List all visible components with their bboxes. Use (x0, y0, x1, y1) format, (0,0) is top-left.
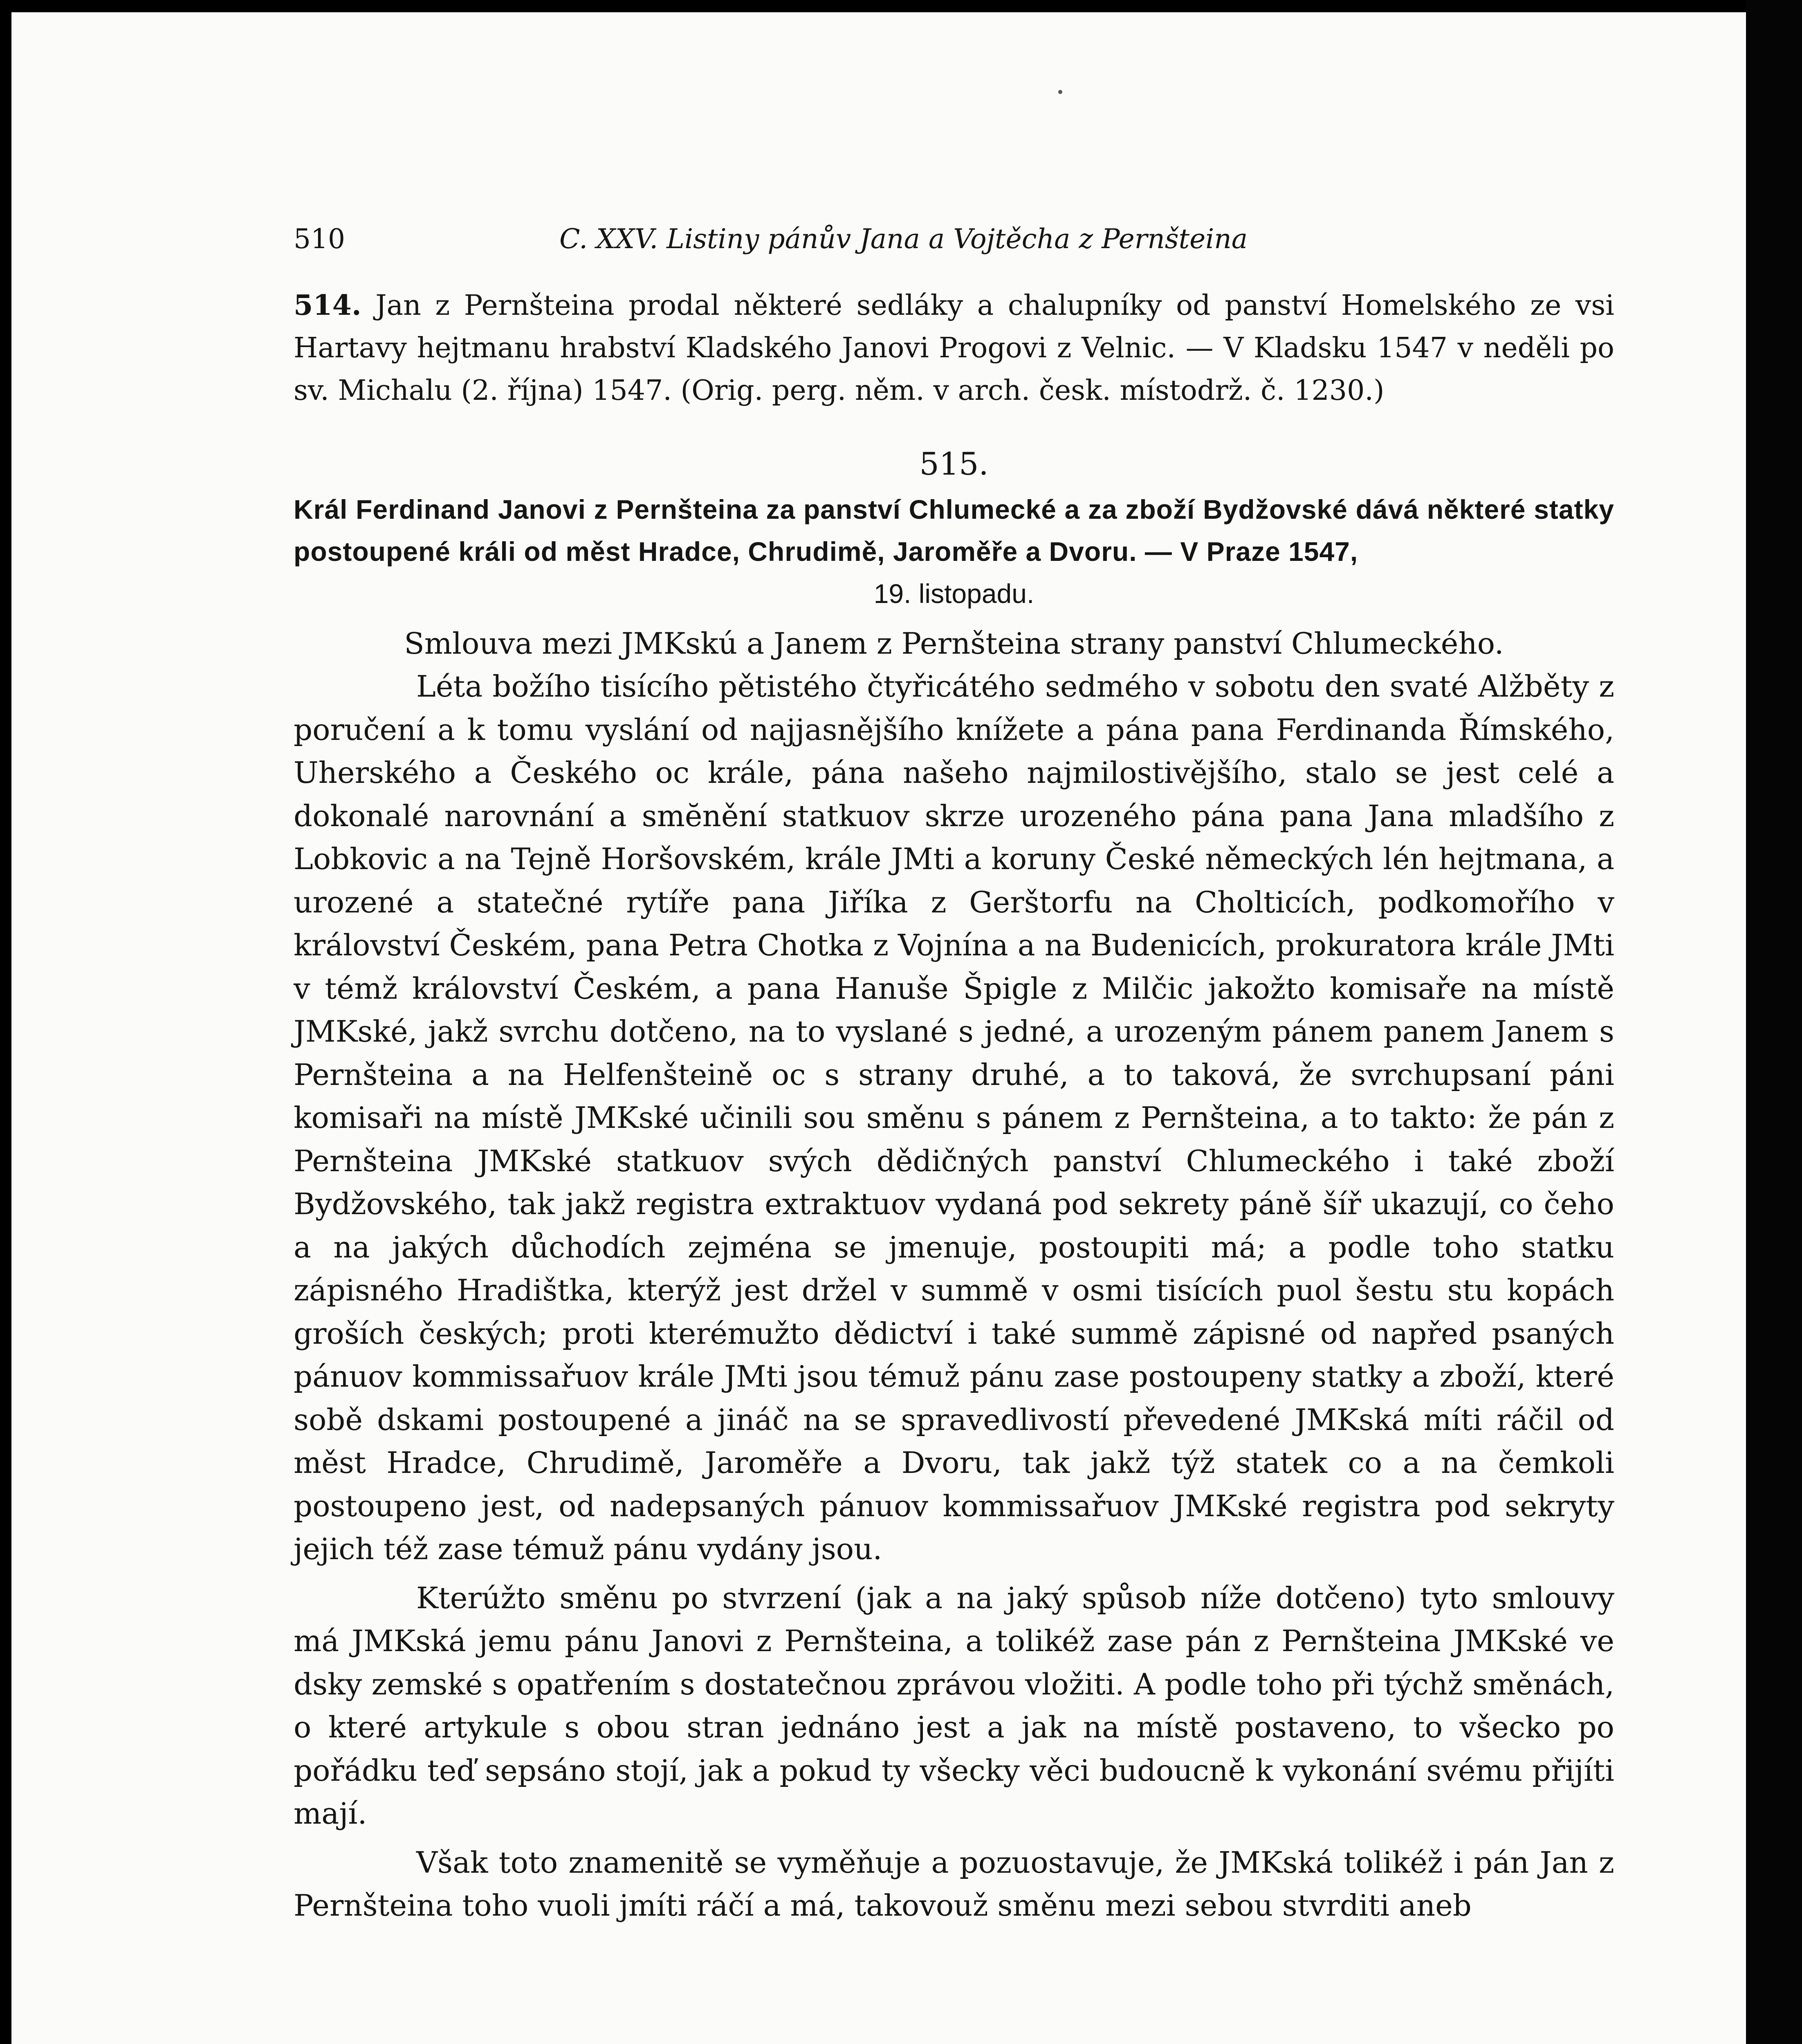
doc-515-number: 515. (919, 446, 989, 482)
page-header (294, 221, 1614, 258)
doc-514-text: Jan z Pernšteina prodal některé sedláky a chalupníky od panství Homelského ze vsi Hartavy hejtmanu hrabství Kladského Janovi Progovi z Velnic. — V Kladsku 1547 v neděli po sv. Michalu (2. října) 1547. (Orig. perg. něm. v arch. česk. místodrž. č. 1230.) (294, 289, 1614, 407)
doc-515-summary-end: 19. listopadu. (873, 578, 1035, 609)
doc-514-paragraph (294, 284, 1614, 412)
doc-515-paragraph-1: Léta božího tisícího pětistého čtyřicátého sedmého v sobotu den svaté Alžběty z poručení a k tomu vyslání od najjasnějšího knížete a pána pana Ferdinanda Římského, Uherského a Českého oc krále, pána našeho najmilostivějšího, stalo se jest celé a dokonalé narovnání a smĕnění statkuov skrze urozeného pána pana Jana mladšího z Lobkovic a na Tejně Horšovském, krále JMti a koruny České německých lén hejtmana, a urozené a statečné rytíře pana Jiříka z Gerštorfu na Cholticích, podkomořího v království Českém, pana Petra Chotka z Vojnína a na Budenicích, prokuratora krále JMti v témž království Českém, a pana Hanuše Špigle z Milčic jakožto komisaře na místě JMKské, jakž svrchu dotčeno, na to vyslané s jedné, a urozeným pánem panem Janem s Pernšteina a na Helfenšteině oc s strany druhé, a to taková, že svrchupsaní páni komisaři na místě JMKské učinili sou směnu s pánem z Pernšteina, a to takto: že pán z Pernšteina JMKské statkuov svých dědičných panství Chlumeckého i také zboží Bydžovského, tak jakž registra extraktuov vydaná pod sekrety páně šíř ukazují, co čeho a na jakých důchodích zejména se jmenuje, postoupiti má; a podle toho statku zápisného Hradištka, kterýž jest držel v summě v osmi tisících puol šestu stu kopách groších českých; proti kterémužto dědictví i také summě zápisné od napřed psaných pánuov kommissařuov krále JMti jsou témuž pánu zase postoupeny statky a zboží, které sobě dskami postoupené a jináč na se spravedlivostí převedené JMKská míti ráčil od měst Hradce, Chrudimě, Jaroměře a Dvoru, tak jakž týž statek co a na čemkoli postoupeno jest, od nadepsaných pánuov kommissařuov JMKské registra pod sekryty jejich též zase témuž pánu vydány jsou. (294, 669, 1614, 1566)
document-515 (294, 442, 1614, 1927)
doc-515-summary: Král Ferdinand Janovi z Pernšteina za panství Chlumecké a za zboží Bydžovské dává některé statky postoupené králi od měst Hradce, Chrudimě, Jaroměře a Dvoru. — V Praze 1547, (294, 494, 1614, 567)
doc-514-number: 514. (294, 289, 361, 322)
doc-515-paragraph-3: Však toto znamenitě se vyměňuje a pozuostavuje, že JMKská tolikéž i pán Jan z Pernšteina toho vuoli jmíti ráčí a má, takovouž směnu mezi sebou stvrditi aneb (294, 1845, 1614, 1923)
document-page (11, 12, 1746, 2044)
doc-515-title: Smlouva mezi JMKskú a Janem z Pernšteina strany panství Chlumeckého. (404, 626, 1504, 661)
doc-515-paragraph-2: Kterúžto směnu po stvrzení (jak a na jaký spůsob níže dotčeno) tyto smlouvy má JMKská jemu pánu Janovi z Pernšteina, a tolikéž zase pán z Pernšteina JMKské ve dsky zemské s opatřením s dostatečnou zprávou vložiti. A podle toho při týchž směnách, o které artykule s obou stran jednáno jest a jak na místě postaveno, to všecko po pořádku teď sepsáno stojí, jak a pokud ty všecky věci budoucně k vykonání svému přijíti mají. (294, 1580, 1614, 1831)
running-title: C. XXV. Listiny pánův Jana a Vojtěcha z Pernšteina (559, 223, 1248, 255)
scan-speck (1058, 90, 1062, 94)
scan-border (1746, 0, 1802, 2044)
page-number: 510 (294, 223, 345, 255)
document-514 (294, 284, 1614, 412)
